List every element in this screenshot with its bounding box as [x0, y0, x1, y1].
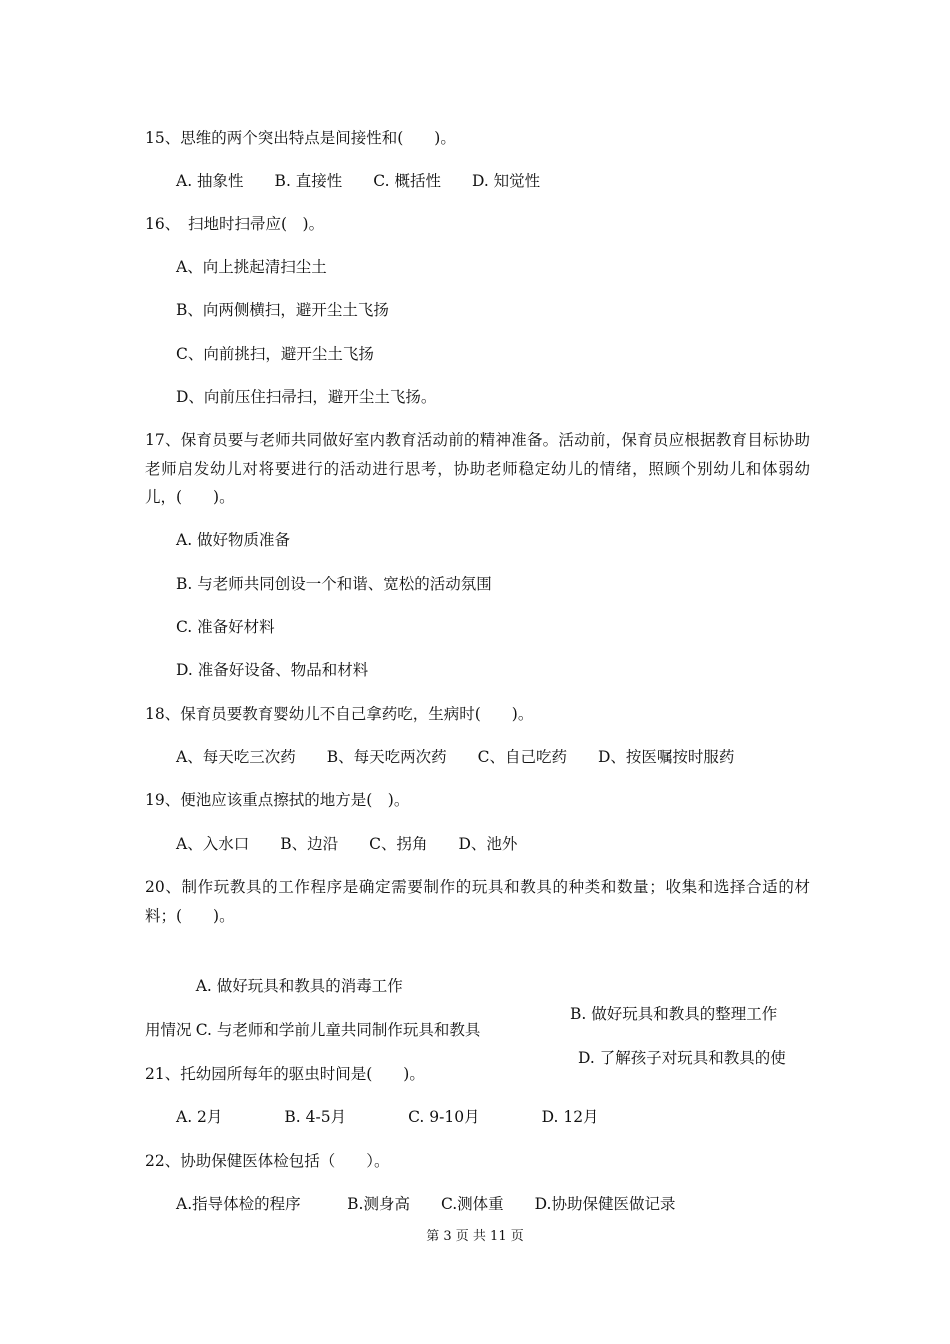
q21-stem: 21、托幼园所每年的驱虫时间是( )。	[145, 1065, 425, 1083]
q16-option-c: C、向前挑扫，避开尘土飞扬	[176, 345, 374, 363]
q18-stem: 18、保育员要教育婴幼儿不自己拿药吃，生病时( )。	[145, 705, 534, 723]
q17-option-a: A. 做好物质准备	[176, 531, 291, 549]
q20-option-d-continued: 用情况	[145, 1021, 192, 1039]
q16-option-a: A、向上挑起清扫尘土	[176, 258, 327, 276]
q15-options: A. 抽象性 B. 直接性 C. 概括性 D. 知觉性	[176, 172, 541, 190]
q20-stem: 20、制作玩教具的工作程序是确定需要制作的玩具和教具的种类和数量；收集和选择合适的材料；( )。	[145, 878, 810, 925]
q22-options: A.指导体检的程序 B.测身高 C.测体重 D.协助保健医做记录	[176, 1195, 676, 1213]
q17-option-c: C. 准备好材料	[176, 618, 275, 636]
q16-stem: 16、 扫地时扫帚应( )。	[145, 215, 325, 233]
q20-option-c: C. 与老师和学前儿童共同制作玩具和教具	[195, 1021, 481, 1039]
q15-stem: 15、思维的两个突出特点是间接性和( )。	[145, 129, 456, 147]
q17-stem: 17、保育员要与老师共同做好室内教育活动前的精神准备。活动前，保育员应根据教育目标协助老师启发幼儿对将要进行的活动进行思考，协助老师稳定幼儿的情绪，照顾个别幼儿和体弱幼儿，( )。	[145, 431, 810, 506]
q22-stem: 22、协助保健医体检包括（ ）。	[145, 1152, 390, 1170]
q21-options: A. 2月 B. 4-5月 C. 9-10月 D. 12月	[176, 1108, 599, 1126]
q17-option-b: B. 与老师共同创设一个和谐、宽松的活动氛围	[176, 575, 492, 593]
q17-option-d: D. 准备好设备、物品和材料	[176, 661, 369, 679]
q20-option-d: D. 了解孩子对玩具和教具的使	[578, 1049, 786, 1067]
q20-option-a: A. 做好玩具和教具的消毒工作	[195, 977, 403, 995]
q19-options: A、入水口 B、边沿 C、拐角 D、池外	[176, 835, 518, 853]
q20-option-b: B. 做好玩具和教具的整理工作	[570, 1005, 778, 1023]
q19-stem: 19、便池应该重点擦拭的地方是( )。	[145, 791, 410, 809]
q16-option-d: D、向前压住扫帚扫，避开尘土飞扬。	[176, 388, 437, 406]
page-footer: 第 3 页 共 11 页	[426, 1229, 524, 1244]
q16-option-b: B、向两侧横扫，避开尘土飞扬	[176, 301, 389, 319]
q18-options: A、每天吃三次药 B、每天吃两次药 C、自己吃药 D、按医嘱按时服药	[176, 748, 735, 766]
